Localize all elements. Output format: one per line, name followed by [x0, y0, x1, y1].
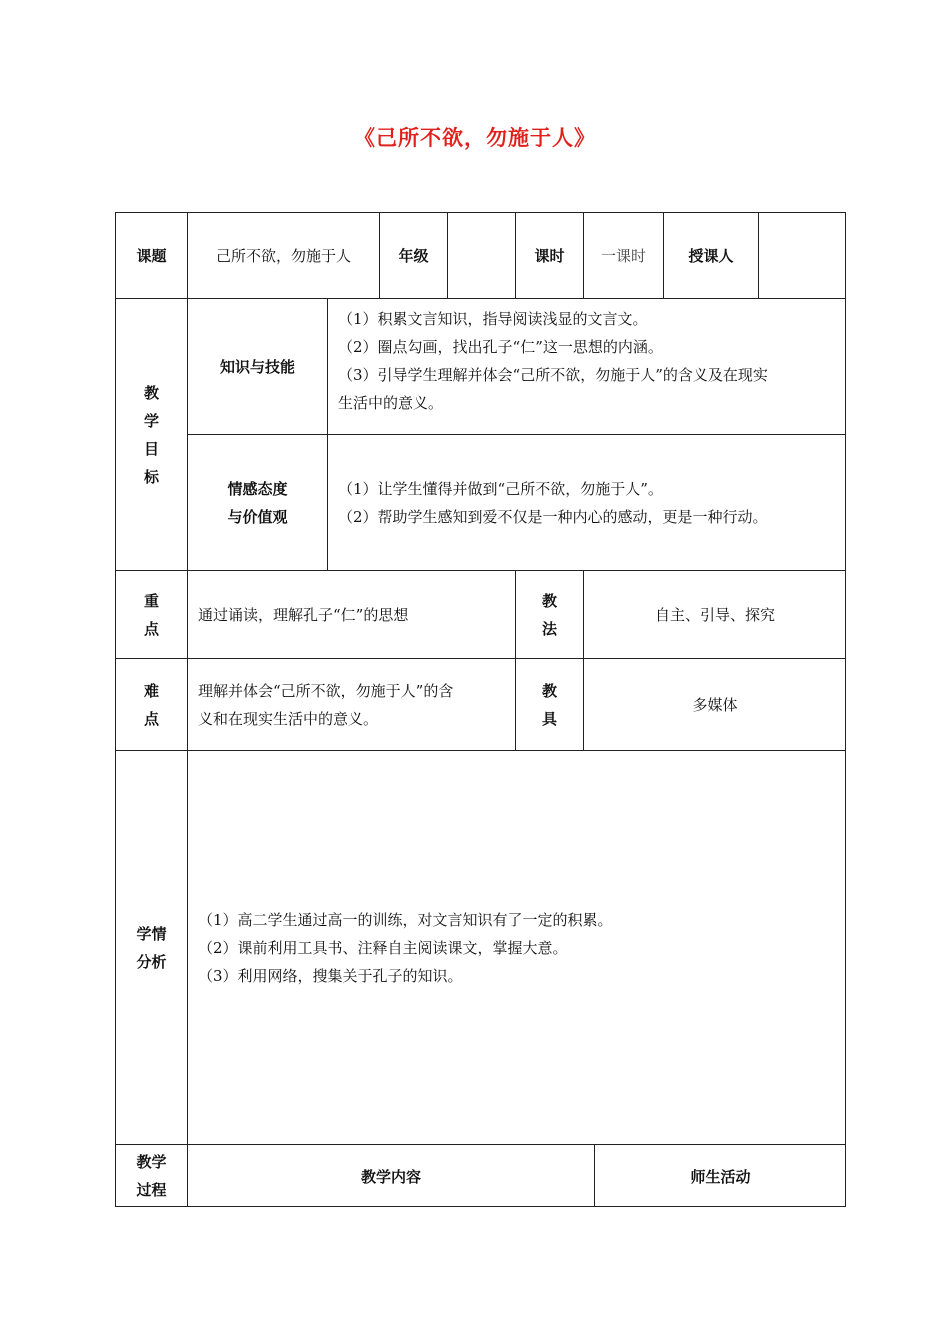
analysis-line: （3）利用网络，搜集关于孔子的知识。 [198, 966, 463, 985]
focus-value: 通过诵读，理解孔子“仁”的思想 [187, 570, 515, 658]
teaching-content-header: 教学内容 [187, 1144, 594, 1207]
knowledge-line: 生活中的意义。 [338, 394, 444, 412]
knowledge-skills-label: 知识与技能 [187, 298, 327, 434]
knowledge-line: （1）积累文言知识，指导阅读浅显的文言文。 [338, 310, 648, 328]
tools-label: 教 具 [515, 658, 583, 750]
method-label: 教 法 [515, 570, 583, 658]
analysis-content [187, 750, 846, 1144]
topic-label: 课题 [115, 212, 187, 298]
document-title: 《己所不欲，勿施于人》 [354, 125, 596, 150]
grade-value [447, 212, 515, 298]
emotion-line: （1）让学生懂得并做到“己所不欲，勿施于人”。 [338, 479, 663, 498]
tools-value: 多媒体 [583, 658, 846, 750]
analysis-line: （2）课前利用工具书、注释自主阅读课文，掌握大意。 [198, 938, 568, 957]
emotion-values-content [327, 434, 846, 570]
analysis-label: 学情 分析 [115, 750, 187, 1144]
teacher-label: 授课人 [663, 212, 758, 298]
objectives-label: 教 学 目 标 [115, 298, 187, 570]
knowledge-skills-content [327, 298, 846, 434]
focus-label: 重 点 [115, 570, 187, 658]
method-value: 自主、引导、探究 [583, 570, 846, 658]
emotion-line: （2）帮助学生感知到爱不仅是一种内心的感动，更是一种行动。 [338, 507, 768, 526]
emotion-values-label: 情感态度 与价值观 [187, 434, 327, 570]
knowledge-line: （2）圈点勾画，找出孔子“仁”这一思想的内涵。 [338, 338, 663, 356]
grade-label: 年级 [379, 212, 447, 298]
difficulty-value: 理解并体会“己所不欲，勿施于人”的含 义和在现实生活中的意义。 [187, 658, 515, 750]
analysis-line: （1）高二学生通过高一的训练，对文言知识有了一定的积累。 [198, 910, 613, 929]
hours-label: 课时 [515, 212, 583, 298]
teacher-value [758, 212, 846, 298]
topic-value: 己所不欲，勿施于人 [187, 212, 379, 298]
knowledge-line: （3）引导学生理解并体会“己所不欲，勿施于人”的含义及在现实 [338, 366, 768, 384]
hours-value: 一课时 [583, 212, 663, 298]
process-label: 教学 过程 [115, 1144, 187, 1207]
teacher-student-activity-header: 师生活动 [594, 1144, 846, 1207]
difficulty-label: 难 点 [115, 658, 187, 750]
